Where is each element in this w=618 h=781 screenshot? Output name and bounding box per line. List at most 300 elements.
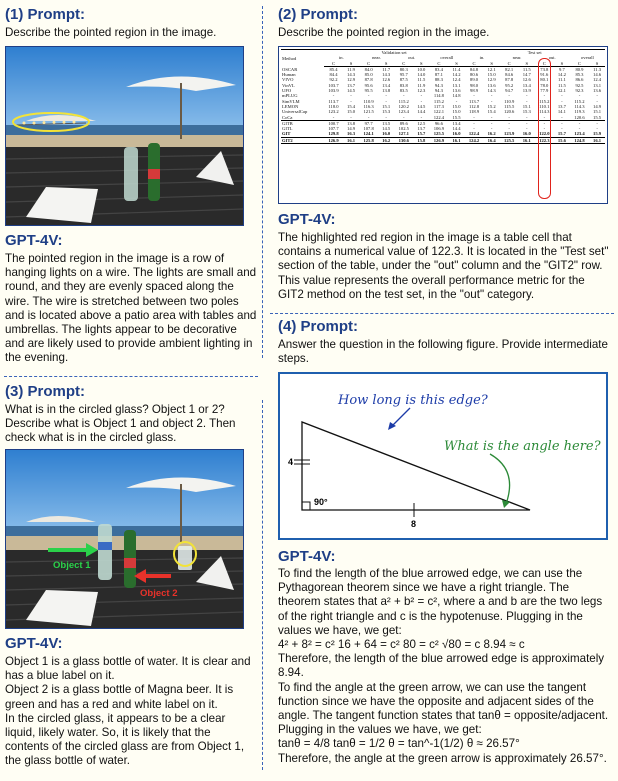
table-cell: 126.9 xyxy=(429,137,448,143)
table-cell: 13.4 xyxy=(382,82,391,88)
results-table xyxy=(281,49,605,144)
table-cell: 122.4 xyxy=(464,131,483,137)
table-cell: 13.6 xyxy=(452,88,461,94)
metric-header: S xyxy=(378,61,394,67)
table-cell: 12.9 xyxy=(347,77,356,83)
table-cell: 13.6 xyxy=(593,88,602,94)
table-cell: 14.9 xyxy=(347,126,356,132)
table-cell: 107.7 xyxy=(328,126,339,132)
table-cell: 15.0 xyxy=(487,72,496,78)
sub-header: near. xyxy=(512,55,522,61)
table-cell: 14.3 xyxy=(347,72,356,78)
table-cell: 10.0 xyxy=(417,66,426,72)
table-cell: 12.5 xyxy=(413,120,429,126)
table-cell: - xyxy=(535,120,554,126)
section-2 xyxy=(278,6,612,40)
results-table-image xyxy=(278,46,608,204)
section-3-answer xyxy=(5,635,257,769)
table-cell: - xyxy=(464,115,483,121)
table-cell: 16.3 xyxy=(343,131,359,137)
method-header: Method xyxy=(281,50,324,67)
table-cell: 106.9 xyxy=(433,126,445,132)
table-cell: 15.8 xyxy=(413,137,429,143)
divider-left xyxy=(4,376,258,377)
table-cell: 113.7 xyxy=(468,98,480,104)
metric-header: S xyxy=(589,61,605,67)
table-cell: - xyxy=(367,93,370,99)
table-cell: - xyxy=(324,115,343,121)
table-cell: - xyxy=(570,120,589,126)
table-cell: 114.3 xyxy=(539,109,550,115)
table-cell: 87.8 xyxy=(364,77,373,83)
table-cell: 16.0 xyxy=(378,131,394,137)
gpt-4-line: Therefore, the angle at the green arrow is approximately 26.57°. xyxy=(278,751,607,765)
table-cell: 80.6 xyxy=(470,72,479,78)
gpt-3-paragraph: In the circled glass, it appears to be a clear liquid, likely water. So, it is likely that the contents of the circled glass are from Object 1, the glass bottle of water. xyxy=(5,711,245,768)
table-cell: 122.3 xyxy=(535,137,554,143)
metric-header: C xyxy=(500,61,519,67)
table-cell: 15.7 xyxy=(413,131,429,137)
table-cell: 123.4 xyxy=(398,109,409,115)
metric-header: C xyxy=(359,61,378,67)
side-left-label: 4 xyxy=(288,457,294,467)
table-cell: - xyxy=(525,98,528,104)
table-cell: 121.5 xyxy=(363,109,374,115)
table-cell: 95.6 xyxy=(364,82,373,88)
gpt-3-paragraph: Object 2 is a glass bottle of Magna beer. It is green and has a red and white label on it. xyxy=(5,683,234,711)
gpt-2-title: GPT-4V: xyxy=(278,211,336,228)
gpt-4-line: To find the angle at the green arrow, we can use the tangent function since we have the opposite and adjacent sides of the angle. The tangent function states that tanθ = opposite/adjacent. Plugging in the values we have, we get: xyxy=(278,680,609,737)
table-cell: 92.3 xyxy=(575,88,584,94)
table-cell: 16.4 xyxy=(484,137,500,143)
table-cell: 11.9 xyxy=(417,82,426,88)
table-cell: 15.7 xyxy=(554,131,570,137)
table-cell: 13.1 xyxy=(593,82,602,88)
table-cell: 130.6 xyxy=(394,137,413,143)
table-cell: - xyxy=(378,115,394,121)
method-name-cell: GIT2 xyxy=(281,137,324,143)
table-cell: 100.7 xyxy=(324,120,343,126)
table-cell: 80.3 xyxy=(399,66,408,72)
metric-header: C xyxy=(324,61,343,67)
table-cell: 96.6 xyxy=(429,120,448,126)
prompt-2-text: Describe the pointed region in the image. xyxy=(278,26,490,39)
highlight-circle xyxy=(538,58,551,199)
table-cell: 83.5 xyxy=(399,88,408,94)
table-cell: 123.9 xyxy=(500,131,519,137)
method-name-cell: VinVL xyxy=(282,82,295,88)
prompt-4-title: (4) Prompt: xyxy=(278,318,358,335)
table-cell: 11.4 xyxy=(452,66,461,72)
table-cell: - xyxy=(343,115,359,121)
table-cell: 16.0 xyxy=(519,131,535,137)
table-cell: 12.1 xyxy=(487,66,496,72)
object-2-label: Object 2 xyxy=(140,588,178,599)
table-cell: 11.5 xyxy=(557,82,566,88)
patio-photo-1 xyxy=(5,46,244,226)
table-cell: 11.1 xyxy=(557,77,566,83)
table-cell: 13.8 xyxy=(343,120,359,126)
table-cell: 16.1 xyxy=(343,137,359,143)
metric-header: S xyxy=(449,61,465,67)
section-3 xyxy=(5,383,257,446)
table-cell: 13.9 xyxy=(522,88,531,94)
table-cell: 14.0 xyxy=(417,72,426,78)
table-cell: 115.2 xyxy=(433,98,444,104)
table-cell: 85.0 xyxy=(364,72,373,78)
table-cell: 125.5 xyxy=(500,137,519,143)
table-cell: 84.4 xyxy=(329,72,338,78)
sub-header: out. xyxy=(548,55,556,61)
right-angle-marker xyxy=(302,502,310,510)
gpt-4-title: GPT-4V: xyxy=(278,548,336,565)
table-cell: 88.3 xyxy=(434,77,443,83)
table-cell: - xyxy=(578,93,581,99)
table-cell: 15.3 xyxy=(382,109,391,115)
table-cell: - xyxy=(385,93,387,99)
table-cell: 12.4 xyxy=(593,77,602,83)
table-cell: 94.7 xyxy=(505,88,514,94)
table-cell: 16.1 xyxy=(519,137,535,143)
prompt-1-text: Describe the pointed region in the image. xyxy=(5,26,217,39)
table-cell: - xyxy=(490,126,493,132)
table-cell: - xyxy=(420,98,423,104)
section-4 xyxy=(278,318,612,366)
table-cell: 92.5 xyxy=(575,82,584,88)
table-cell: 14.3 xyxy=(382,72,391,78)
table-cell: - xyxy=(596,93,598,99)
metric-header: S xyxy=(343,61,359,67)
prompt-1-title: (1) Prompt: xyxy=(5,6,85,23)
table-cell: 91.6 xyxy=(540,72,549,78)
table-cell: 84.6 xyxy=(505,72,514,78)
gpt-4-line: Therefore, the length of the blue arrowed edge is approximately 8.94. xyxy=(278,652,605,680)
table-cell: 13.1 xyxy=(452,82,461,88)
side-bottom-label: 8 xyxy=(411,519,417,529)
table-cell: - xyxy=(525,93,528,99)
table-cell: 14.8 xyxy=(452,93,461,99)
table-cell: 113.7 xyxy=(328,98,339,104)
gpt-2-text: The highlighted red region in the image is a table cell that contains a numerical value of 122.3. It is located in the "Test set" section of the table, under the "out" column and the "GIT2" row. This value represents the overall performance metric for the GIT2 method on the test set, in the "out" category. xyxy=(278,231,609,301)
table-cell: 13.6 xyxy=(487,82,496,88)
table-cell: 110.9 xyxy=(363,98,374,104)
sub-header: out. xyxy=(408,55,416,61)
table-cell: - xyxy=(484,115,500,121)
table-cell: 73.8 xyxy=(540,66,549,72)
method-name-cell: OSCAR xyxy=(282,66,298,72)
table-cell: - xyxy=(543,126,546,132)
table-cell: 123.2 xyxy=(328,109,339,115)
table-cell: 12.6 xyxy=(382,77,391,83)
table-cell: 107.8 xyxy=(363,126,374,132)
table-cell: - xyxy=(359,115,378,121)
right-triangle xyxy=(302,422,530,510)
method-name-cell: GIT xyxy=(281,131,324,137)
table-cell: 118.9 xyxy=(468,109,480,115)
sub-header: overall xyxy=(440,55,454,61)
table-cell: 13.7 xyxy=(347,82,356,88)
table-cell: - xyxy=(500,120,519,126)
table-cell: - xyxy=(455,98,458,104)
table-cell: 110.1 xyxy=(539,103,550,109)
table-cell: - xyxy=(420,93,423,99)
table-cell: - xyxy=(508,93,510,99)
table-cell: 14.7 xyxy=(522,72,531,78)
table-cell: 119.3 xyxy=(574,109,585,115)
table-cell: 122.1 xyxy=(433,109,445,115)
table-cell: - xyxy=(589,120,605,126)
table-cell: 115.5 xyxy=(504,103,515,109)
object-1-label: Object 1 xyxy=(53,560,91,571)
table-cell: 127.1 xyxy=(394,131,413,137)
table-cell: 11.5 xyxy=(417,77,426,83)
table-cell: 92.2 xyxy=(329,77,338,83)
table-cell: 11.3 xyxy=(593,66,602,72)
table-cell: - xyxy=(385,98,387,104)
table-cell: 97.7 xyxy=(359,120,378,126)
metric-header: S xyxy=(484,61,500,67)
column-divider xyxy=(262,6,263,358)
table-cell: 116.3 xyxy=(363,103,374,109)
table-cell: 14.5 xyxy=(382,126,391,132)
table-cell: 125.5 xyxy=(429,131,448,137)
table-cell: 86.6 xyxy=(575,77,584,83)
table-cell: 87.5 xyxy=(399,77,408,83)
table-cell: 95.5 xyxy=(364,88,373,94)
table-cell: 14.3 xyxy=(487,88,496,94)
metric-header: S xyxy=(413,61,429,67)
table-cell: 125.8 xyxy=(359,137,378,143)
table-cell: - xyxy=(561,98,563,104)
table-cell: 85.3 xyxy=(575,72,584,78)
table-cell: 16.0 xyxy=(449,131,465,137)
method-name-cell: VIVO xyxy=(282,77,294,83)
triangle-diagram xyxy=(280,374,606,538)
table-cell: 14.2 xyxy=(557,72,566,78)
angle-question: What is the angle here? xyxy=(444,439,601,454)
group-header-test: Test set xyxy=(464,50,605,56)
table-cell: - xyxy=(554,120,570,126)
patio-scene-2 xyxy=(6,450,243,628)
table-cell: 98.0 xyxy=(470,82,479,88)
method-name-cell: GITL xyxy=(282,126,293,132)
table-cell: 115.2 xyxy=(574,98,585,104)
table-cell: 102.5 xyxy=(398,126,409,132)
table-cell: - xyxy=(403,93,405,99)
method-name-cell: GITB xyxy=(281,120,324,126)
table-cell: 13.5 xyxy=(378,120,394,126)
gpt-3-paragraph: Object 1 is a glass bottle of water. It is clear and has a blue label on it. xyxy=(5,655,251,683)
table-cell: 12.1 xyxy=(557,88,566,94)
column-divider-lower xyxy=(262,400,263,770)
method-name-cell: SimVLM xyxy=(282,98,300,104)
table-cell: - xyxy=(394,115,413,121)
table-cell: - xyxy=(500,115,519,121)
table-cell: - xyxy=(519,115,535,121)
table-cell: 103.9 xyxy=(328,88,339,94)
table-cell: 13.8 xyxy=(382,88,391,94)
table-cell: 14.6 xyxy=(593,72,602,78)
table-cell: 14.1 xyxy=(557,109,566,115)
table-cell: 98.9 xyxy=(470,88,479,94)
table-cell: 14.5 xyxy=(347,88,356,94)
metric-header: C xyxy=(394,61,413,67)
table-cell: 13.4 xyxy=(522,82,531,88)
metric-header: C xyxy=(570,61,589,67)
table-cell: 84.0 xyxy=(364,66,373,72)
table-cell: 15.0 xyxy=(452,103,461,109)
prompt-3-text: What is in the circled glass? Object 1 or 2? Describe what is Object 1 and object 2. Then check what is in the circled glass. xyxy=(5,403,236,445)
sub-header: in. xyxy=(339,55,344,61)
table-cell: 11.7 xyxy=(382,66,391,72)
table-cell: - xyxy=(519,120,535,126)
table-cell: 11.9 xyxy=(347,66,355,72)
table-cell: 16.2 xyxy=(484,131,500,137)
table-cell: - xyxy=(561,126,563,132)
table-cell: 94.3 xyxy=(434,88,443,94)
prompt-3-title: (3) Prompt: xyxy=(5,383,85,400)
method-name-cell: LEMON xyxy=(282,103,299,109)
table-cell: 12.3 xyxy=(417,88,426,94)
table-cell: 84.8 xyxy=(470,66,479,72)
sub-header: overall xyxy=(581,55,594,61)
table-cell: - xyxy=(508,126,510,132)
table-cell: - xyxy=(554,115,570,121)
method-name-cell: Human xyxy=(282,72,296,78)
table-cell: - xyxy=(578,126,581,132)
table-cell: - xyxy=(484,120,500,126)
table-cell: 114.3 xyxy=(574,103,585,109)
table-cell: 120.6 xyxy=(504,109,515,115)
table-cell: 122.4 xyxy=(429,115,448,121)
method-name-cell: UniversalCap xyxy=(282,109,308,115)
section-1 xyxy=(5,6,257,40)
table-cell: 13.4 xyxy=(449,120,465,126)
table-cell: 9.7 xyxy=(559,66,565,72)
table-cell: 14.2 xyxy=(452,72,461,78)
table-cell: 117.3 xyxy=(433,103,444,109)
table-cell: 112.8 xyxy=(468,103,480,109)
table-cell: - xyxy=(464,120,483,126)
metric-header: C xyxy=(464,61,483,67)
edge-question: How long is this edge? xyxy=(338,393,488,408)
divider-right xyxy=(270,313,614,314)
table-cell: - xyxy=(413,115,429,121)
table-cell: 12.9 xyxy=(487,77,496,83)
table-cell: 123.4 xyxy=(570,131,589,137)
table-cell: 15.0 xyxy=(452,109,461,115)
table-cell: - xyxy=(350,98,352,104)
table-cell: 15.5 xyxy=(449,115,465,121)
table-cell: 14.4 xyxy=(452,126,461,132)
table-cell: 120.6 xyxy=(570,115,589,121)
group-header-validation: Validation set xyxy=(324,50,465,56)
table-cell: 89.0 xyxy=(470,77,479,83)
sub-header: in. xyxy=(479,55,485,61)
table-cell: 14.5 xyxy=(417,103,426,109)
table-cell: - xyxy=(561,93,563,99)
table-cell: - xyxy=(543,93,546,99)
table-cell: 114.8 xyxy=(433,93,444,99)
table-cell: 129.8 xyxy=(324,131,343,137)
right-angle-label: 90° xyxy=(314,497,328,507)
table-cell: 15.0 xyxy=(347,109,356,115)
table-cell: 83.4 xyxy=(434,66,443,72)
table-cell: - xyxy=(332,93,335,99)
table-cell: 12.6 xyxy=(522,77,531,83)
gpt-1-text: The pointed region in the image is a row of hanging lights on a wire. The lights are small and round, and they are evenly spaced along the wire. The wire is stretched between two poles and is located above a patio area with tables and umbrellas. The lights appear to be decorative and are likely used to provide ambient lighting in the evening. xyxy=(5,252,257,365)
gpt-4-line: 4² + 8² = c² 16 + 64 = c² 80 = c² √80 = c 8.94 ≈ c xyxy=(278,638,525,652)
sub-header: near. xyxy=(372,55,381,61)
method-name-cell: CoCa xyxy=(281,115,324,121)
table-cell: 13.7 xyxy=(417,126,426,132)
table-cell: 15.5 xyxy=(589,115,605,121)
table-cell: 15.4 xyxy=(487,109,496,115)
table-cell: 80.9 xyxy=(575,66,584,72)
patio-photo-2 xyxy=(5,449,244,629)
table-cell: 89.6 xyxy=(394,120,413,126)
table-cell: 14.9 xyxy=(593,103,602,109)
table-cell: 115.2 xyxy=(398,98,409,104)
table-cell: - xyxy=(596,126,598,132)
table-cell: 14.4 xyxy=(417,109,426,115)
table-cell: 16.1 xyxy=(589,137,605,143)
table-cell: 122.0 xyxy=(535,131,554,137)
table-cell: 94.3 xyxy=(434,82,443,88)
table-cell: 80.1 xyxy=(540,77,549,83)
table-cell: 16.2 xyxy=(378,137,394,143)
patio-scene-1 xyxy=(6,47,243,225)
table-cell: 85.4 xyxy=(329,66,338,72)
table-cell: 78.0 xyxy=(540,82,549,88)
table-cell: - xyxy=(535,115,554,121)
table-cell: 124.8 xyxy=(570,137,589,143)
prompt-4-text: Answer the question in the following figure. Provide intermediate steps. xyxy=(278,338,608,366)
table-cell: 118.0 xyxy=(328,103,339,109)
table-cell: 124.2 xyxy=(464,137,483,143)
table-cell: 103.7 xyxy=(328,82,339,88)
table-cell: 15.6 xyxy=(554,137,570,143)
gpt-3-title: GPT-4V: xyxy=(5,635,63,652)
table-cell: 95.7 xyxy=(399,72,408,78)
table-cell: - xyxy=(473,126,475,132)
section-2-answer xyxy=(278,211,612,302)
table-cell: 16.1 xyxy=(449,137,465,143)
metric-header: S xyxy=(519,61,535,67)
table-cell: 13.7 xyxy=(557,103,566,109)
table-row xyxy=(281,137,605,143)
table-cell: 15.4 xyxy=(347,103,356,109)
table-cell: 83.8 xyxy=(399,82,408,88)
table-cell: 15.1 xyxy=(522,103,531,109)
table-cell: 15.1 xyxy=(382,103,391,109)
gpt-4-line: To find the length of the blue arrowed edge, we can use the Pythagorean theorem since we have a right triangle. The theorem states that a² + b² = c², where a and b are the two legs of the right triangle and c is the hypotenuse. Plugging in the values we have, we get: xyxy=(278,567,603,637)
gpt-4-line: tanθ = 4/8 tanθ = 1/2 θ = tan^-1(1/2) θ ≈ 26.57° xyxy=(278,737,520,751)
method-name-cell: UFO xyxy=(282,88,292,94)
table-cell: 126.9 xyxy=(324,137,343,143)
section-1-answer xyxy=(5,232,257,366)
table-cell: - xyxy=(350,93,352,99)
triangle-figure xyxy=(278,372,608,540)
table-cell: - xyxy=(490,93,493,99)
table-cell: - xyxy=(525,126,528,132)
metric-header: C xyxy=(535,61,554,67)
table-cell: - xyxy=(596,98,598,104)
table-cell: - xyxy=(473,93,475,99)
prompt-2-title: (2) Prompt: xyxy=(278,6,358,23)
metric-header: C xyxy=(429,61,448,67)
table-cell: 110.9 xyxy=(504,98,515,104)
